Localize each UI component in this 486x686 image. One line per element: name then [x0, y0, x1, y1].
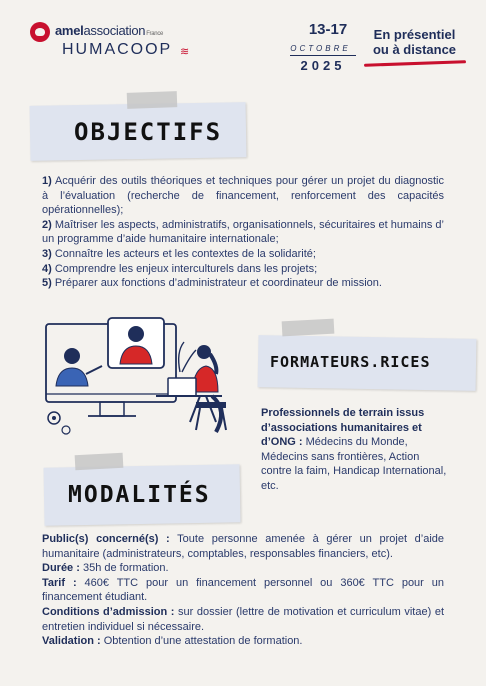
objectifs-title: OBJECTIFS: [74, 118, 223, 146]
video-conference-illustration: [40, 312, 250, 440]
objectif-item: 1) Acquérir des outils théoriques et techniques pour gérer un projet du diagnostic à l’évaluation (recherche de financement, renforcement des capacités opérationnelles);: [42, 175, 444, 217]
modalites-list: [42, 532, 444, 649]
wing-icon: ≋: [180, 46, 190, 58]
date-month: OCTOBRE: [290, 44, 351, 53]
objectif-item: 5) Préparer aux fonctions d’administrateur et coordinateur de mission.: [42, 277, 382, 290]
formateurs-list: Médecins du Monde, Médecins sans frontières, Action contre la faim, Handicap International, etc.: [261, 436, 447, 492]
modalite-item: Public(s) concerné(s) : Toute personne amenée à gérer un projet d’aide humanitaire (administrateurs, comptables, responsables financiers, etc).: [42, 533, 445, 560]
mode-line-1: En présentiel: [373, 27, 456, 42]
date-days: 13-17: [308, 21, 348, 38]
mode-underline: [364, 60, 466, 67]
formateurs-lead: Professionnels de terrain issus d’associations humanitaires et d’ONG :: [261, 407, 425, 449]
modalite-item: Conditions d’admission : sur dossier (lettre de motivation et curriculum vitae) et entretien individuel si nécessaire.: [42, 605, 444, 633]
attendance-mode: [362, 27, 467, 57]
tape: [127, 91, 178, 109]
modalite-item: Tarif : 460€ TTC pour un financement personnel ou 360€ TTC pour un financement étudiant.: [42, 576, 444, 604]
mode-line-2: ou à distance: [372, 42, 457, 57]
date-year: 2025: [300, 58, 346, 73]
formateurs-description: [261, 406, 447, 494]
tape: [75, 453, 124, 470]
objectif-item: 4) Comprendre les enjeux interculturels dans les projets;: [42, 262, 318, 275]
program-name: HUMACOOP: [62, 41, 173, 58]
formateurs-title: FORMATEURS.RICES: [270, 353, 431, 371]
modalite-item: Validation : Obtention d’une attestation de formation.: [42, 635, 303, 648]
modalites-title: MODALITÉS: [68, 482, 211, 508]
objectif-item: 3) Connaître les acteurs et les contextes de la solidarité;: [42, 247, 316, 260]
date-divider: [290, 55, 356, 56]
brand-name: amelassociationFrance: [55, 23, 164, 38]
objectifs-list: [42, 174, 444, 291]
modalite-item: Durée : 35h de formation.: [42, 562, 169, 575]
amel-logo-icon: [30, 22, 50, 42]
objectif-item: 2) Maîtriser les aspects, administratifs, organisationnels, sécuritaires et humains d’ un programme d’aide humanitaire internationale;: [42, 218, 444, 246]
tape: [282, 319, 335, 337]
